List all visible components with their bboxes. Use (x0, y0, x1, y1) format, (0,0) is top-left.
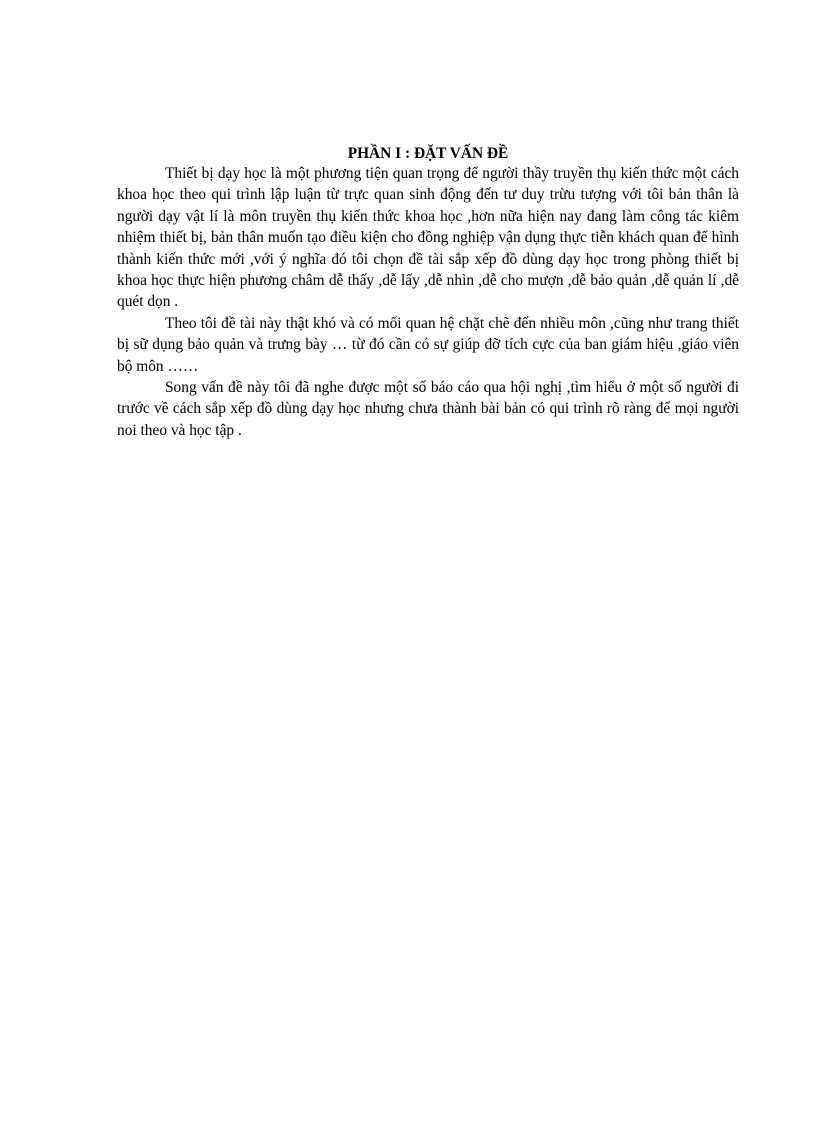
paragraph-1: Thiết bị dạy học là một phương tiện quan trọng để người thầy truyền thụ kiến thức một cách khoa học theo qui trình lập luận từ trực quan sinh động đến tư duy trừu tượng với tôi bản thân là người dạy vật lí là môn truyền thụ kiến thức khoa học ,hơn nữa hiện nay đang làm công tác kiêm nhiệm thiết bị, bản thân muốn tạo điều kiện cho đồng nghiệp vận dụng thực tiễn khách quan để hình thành kiến thức mới ,với ý nghĩa đó tôi chọn đề tài sắp xếp đồ dùng dạy học trong phòng thiết bị khoa học thực hiện phương châm dễ thấy ,dễ lấy ,dễ nhìn ,dễ cho mượn ,dễ bảo quản ,dễ quản lí ,dễ quét dọn . (117, 165, 739, 311)
paragraph-2: Theo tôi đề tài này thật khó và có mối quan hệ chặt chẽ đến nhiều môn ,cũng như trang thiết bị sữ dụng bảo quản và trưng bày … từ đó cần có sự giúp đỡ tích cực của ban giám hiệu ,giáo viên bộ môn …… (117, 314, 739, 375)
section-title: PHẦN I : ĐẶT VẤN ĐỀ (347, 145, 509, 162)
paragraph-3: Song vấn đề này tôi đã nghe được một số báo cáo qua hội nghị ,tìm hiểu ở một số người đi trước về cách sắp xếp đồ dùng dạy học nhưng chưa thành bài bản có qui trình rõ ràng để mọi người noi theo và học tập . (117, 379, 739, 439)
document-body (117, 145, 739, 441)
